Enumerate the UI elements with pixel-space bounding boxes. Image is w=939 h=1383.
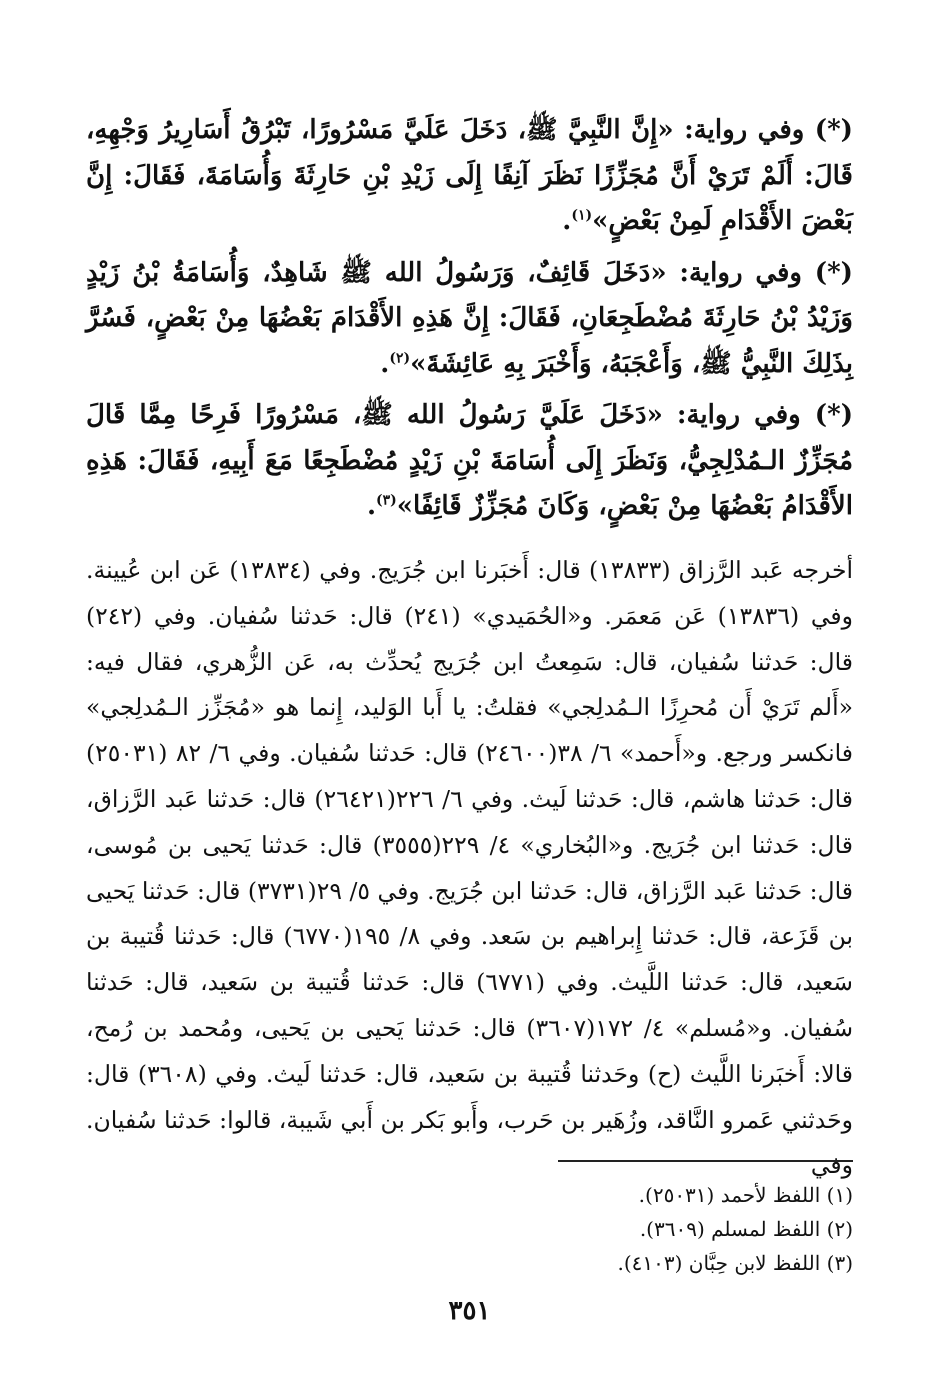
footnote-ref-2[interactable]: (٢) (389, 349, 411, 366)
narration-2: (*) وفي رواية: «دَخَلَ قَائِفٌ، وَرَسُولُ الله ﷺ شَاهِدٌ، وَأُسَامَةُ بْنُ زَيْدٍ وَزَيْدُ بْنُ حَارِثَةَ مُضْطَجِعَانِ، فَقَالَ: إِنَّ هَذِهِ الأَقْدَامَ بَعْضُهَا مِنْ بَعْضٍ، فَسُرَّ بِذَلِكَ النَّبِيُّ ﷺ، وَأَعْجَبَهُ، وَأَخْبَرَ بِهِ عَائِشَةَ»$^{(٢)}$. (86, 257, 853, 379)
narration-1: (*) وفي رواية: «إِنَّ النَّبِيَّ ﷺ، دَخَلَ عَلَيَّ مَسْرُورًا، تَبْرُقُ أَسَارِيرُ وَجْهِهِ، قَالَ: أَلَمْ تَرَيْ أَنَّ مُجَزِّزًا نَظَرَ آنِفًا إِلَى زَيْدِ بْنِ حَارِثَةَ وَأُسَامَةَ، فَقَالَ: إِنَّ بَعْضَ الأَقْدَامِ لَمِنْ بَعْضٍ»$^{(١)}$. (86, 115, 853, 236)
footnote-ref-3[interactable]: (٣) (376, 492, 397, 509)
footnote-1: (١) اللفظ لأحمد (٢٥٠٣١). (638, 1183, 853, 1207)
footnote-divider (558, 1160, 853, 1162)
footnote-2: (٢) اللفظ لمسلم (٣٦٠٩). (639, 1217, 853, 1241)
narrations-section (86, 108, 853, 536)
page-number: ٣٥١ (448, 1296, 491, 1326)
footnote-3: (٣) اللفظ لابن حِبَّان (٤١٠٣). (617, 1251, 853, 1275)
takhrij-paragraph: أخرجه عَبد الرَّزاق (١٣٨٣٣) قال: أَخبَرنا ابن جُرَيج. وفي (١٣٨٣٤) عَن ابن عُيينة. وفي (١٣٨٣٦) عَن مَعمَر. و«الحُمَيدي» (٢٤١) قال: حَدثنا سُفيان. وفي (٢٤٢) قال: حَدثنا سُفيان، قال: سَمِعتُ ابن جُرَيج يُحدِّث به، عَن الزُّهري، فقال فيه: «أَلم تَرَيْ أَن مُحرِزًا الـمُدلِجي» فقلتُ: يا أَبا الوَليد، إِنما هو «مُجَزِّز الـمُدلِجي» فانكسر ورجع. و«أَحمد» ٦/ ٣٨(٢٤٦٠٠) قال: حَدثنا سُفيان. وفي ٦/ ٨٢ (٢٥٠٣١) قال: حَدثنا هاشم، قال: حَدثنا لَيث. وفي ٦/ ٢٢٦(٢٦٤٢١) قال: حَدثنا عَبد الرَّزاق، قال: حَدثنا ابن جُرَيج. و«البُخاري» ٤/ ٢٢٩(٣٥٥٥) قال: حَدثنا يَحيى بن مُوسى، قال: حَدثنا عَبد الرَّزاق، قال: حَدثنا ابن جُرَيج. وفي ٥/ ٢٩(٣٧٣١) قال: حَدثنا يَحيى بن قَزَعة، قال: حَدثنا إِبراهيم بن سَعد. وفي ٨/ ١٩٥(٦٧٧٠) قال: حَدثنا قُتيبة بن سَعيد، قال: حَدثنا اللَّيث. وفي (٦٧٧١) قال: حَدثنا قُتيبة بن سَعيد، قال: حَدثنا سُفيان. و«مُسلم» ٤/ ١٧٢(٣٦٠٧) قال: حَدثنا يَحيى بن يَحيى، ومُحمد بن رُمح، قالا: أَخبَرنا اللَّيث (ح) وحَدثنا قُتيبة بن سَعيد، قال: حَدثنا لَيث. وفي (٣٦٠٨) قال: وحَدثني عَمرو النَّاقد، وزُهَير بن حَرب، وأَبو بَكر بن أَبي شَيبة، قالوا: حَدثنا سُفيان. وفي (86, 556, 854, 1180)
footnote-ref-1[interactable]: (١) (571, 207, 593, 224)
footnotes-list (86, 1178, 853, 1280)
narration-3: (*) وفي رواية: «دَخَلَ عَلَيَّ رَسُولُ الله ﷺ، مَسْرُورًا فَرِحًا مِمَّا قَالَ مُجَزِّزٌ الـمُدْلِجِيُّ، وَنَظَرَ إِلَى أُسَامَةَ بْنِ زَيْدٍ مُضْطَجِعًا مَعَ أَبِيهِ، فَقَالَ: هَذِهِ الأَقْدَامُ بَعْضُهَا مِنْ بَعْضٍ، وَكَانَ مُجَزِّزٌ قَائِفًا»$^{(٣)}$. (86, 400, 853, 521)
